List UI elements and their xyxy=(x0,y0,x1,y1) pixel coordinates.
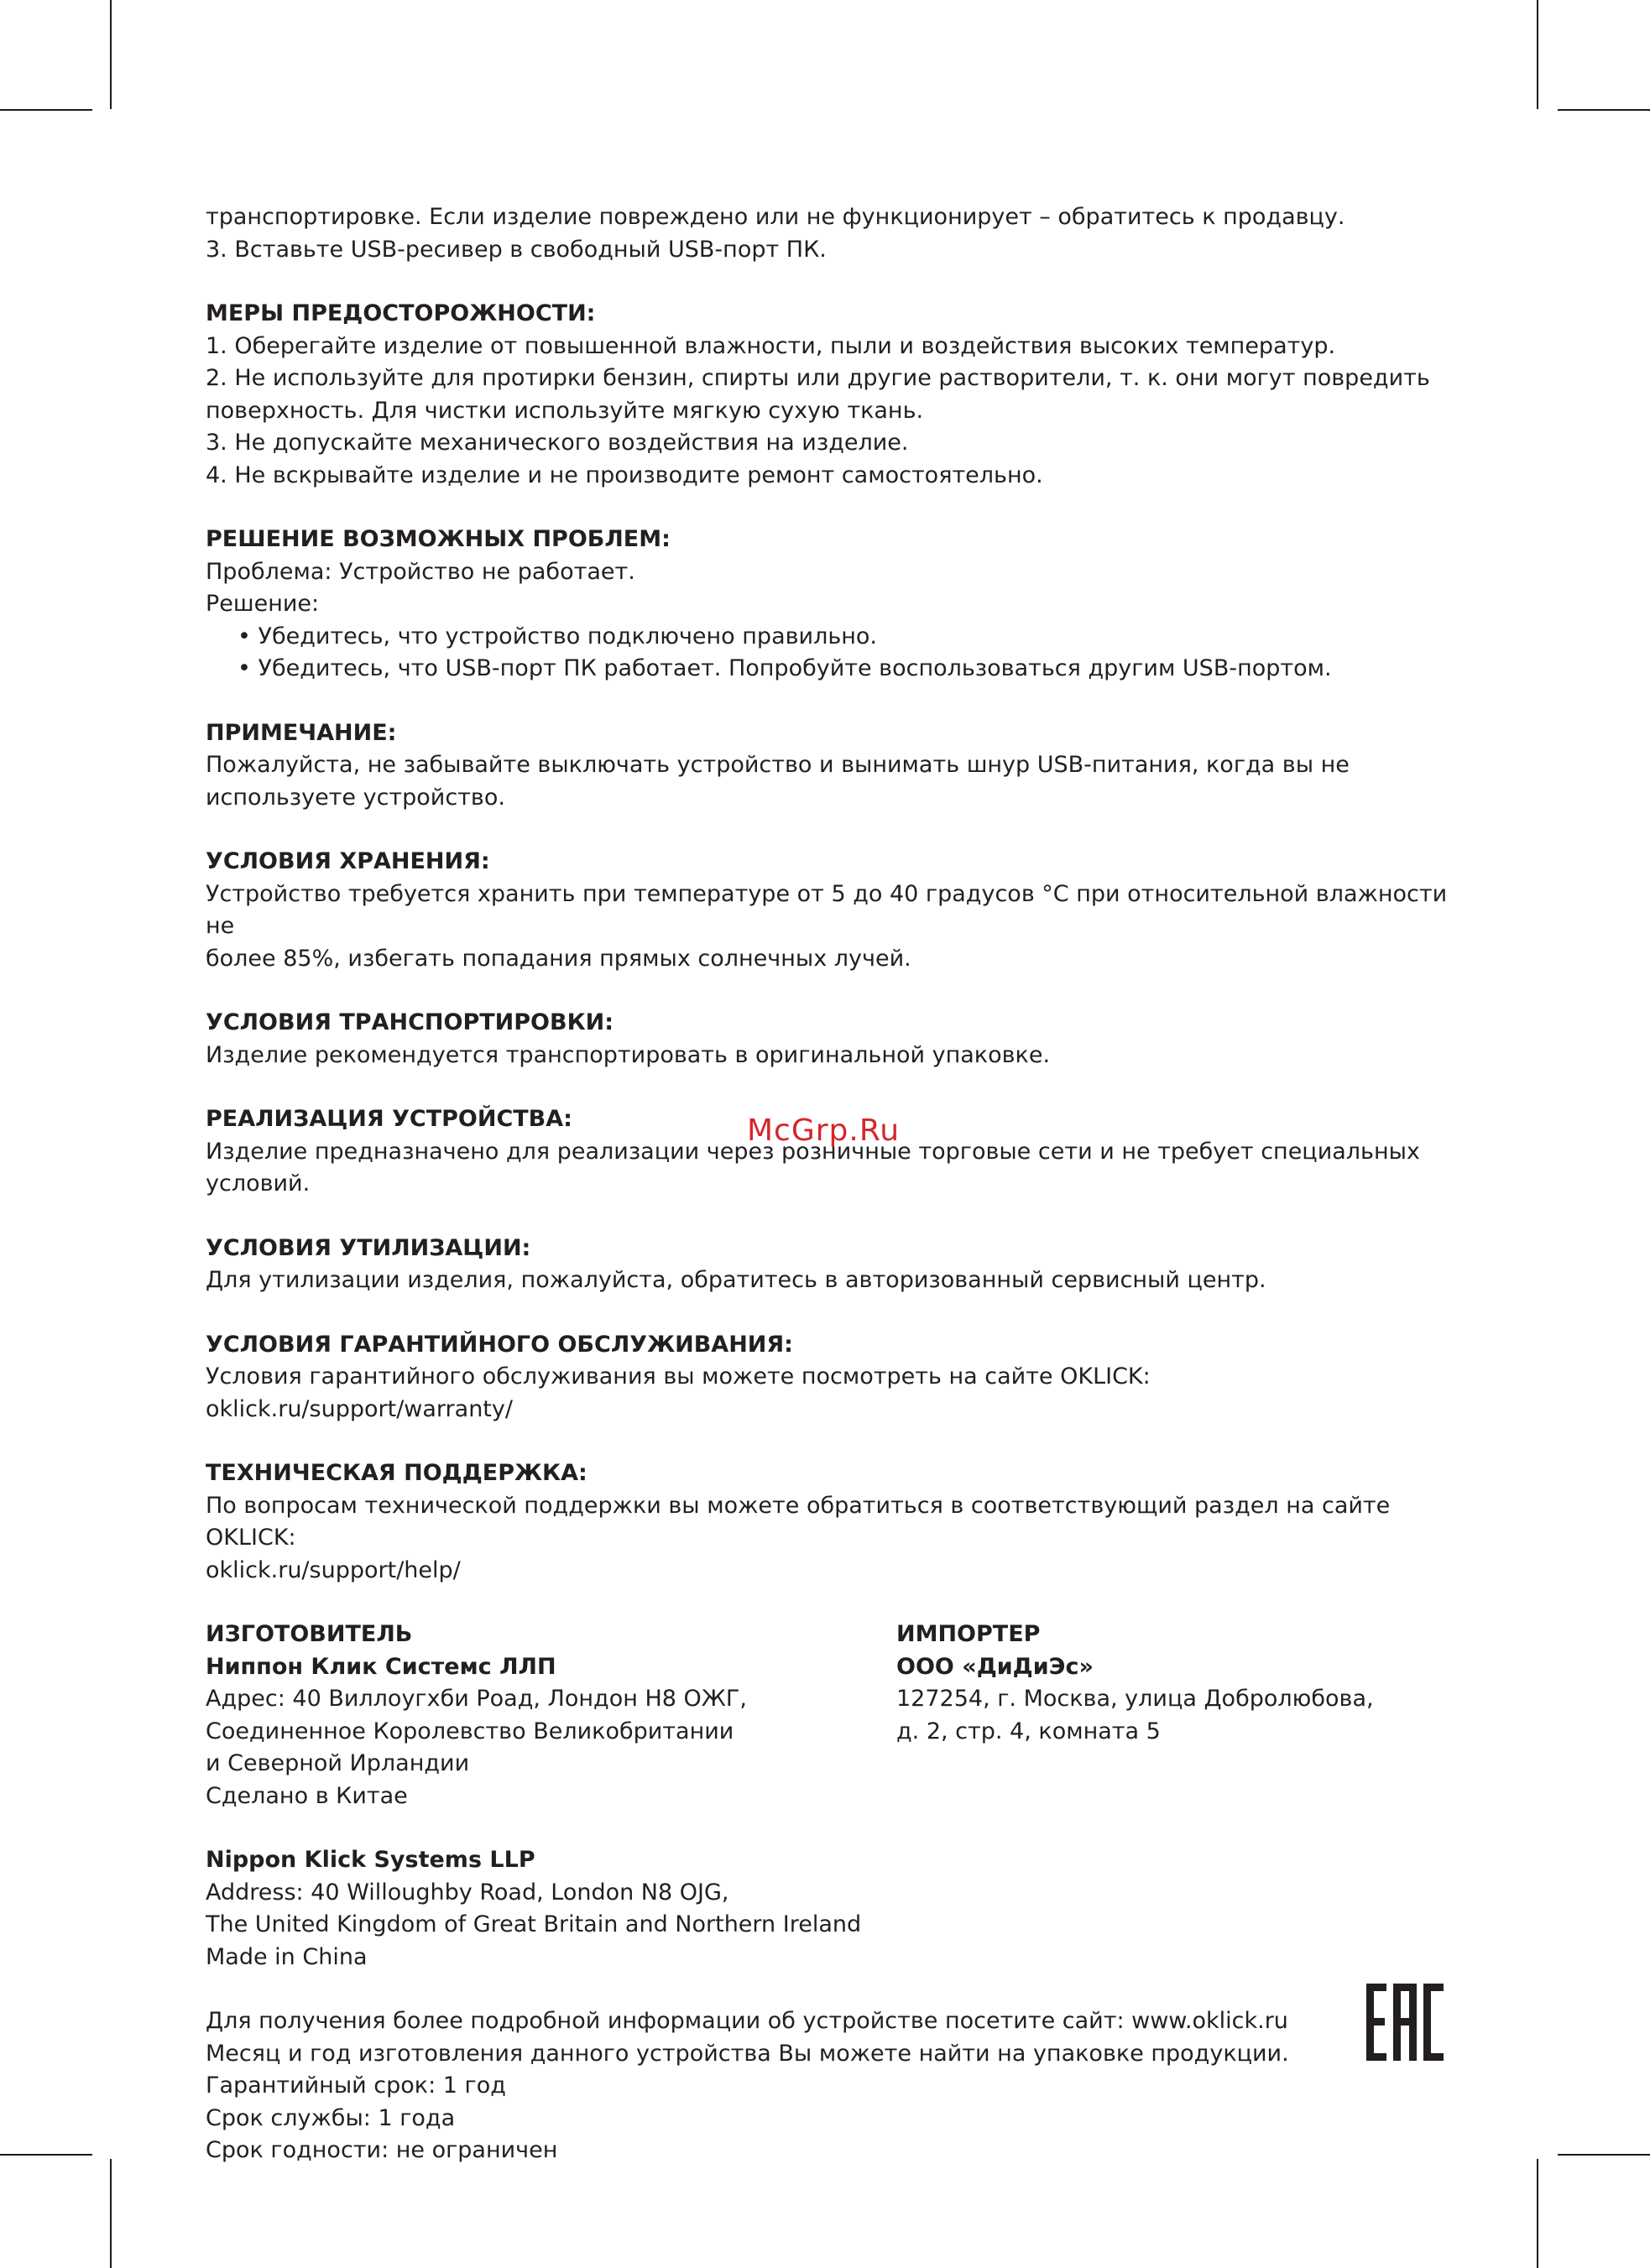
section-heading: УСЛОВИЯ ТРАНСПОРТИРОВКИ: xyxy=(206,1009,614,1035)
watermark: McGrp.Ru xyxy=(747,1113,901,1148)
section-heading: УСЛОВИЯ ХРАНЕНИЯ: xyxy=(206,848,490,874)
section-heading: ИМПОРТЕР xyxy=(896,1621,1041,1647)
transport-section xyxy=(206,1007,1448,1071)
text-line: По вопросам технической поддержки вы можете обратиться в соответствующий раздел на сайте OKLICK: xyxy=(206,1492,1391,1551)
address-line: Address: 40 Willoughby Road, London N8 OJG, xyxy=(206,1879,729,1906)
text-line: Устройство требуется хранить при температуре от 5 до 40 градусов °С при относительной влажности не xyxy=(206,880,1448,939)
crop-mark xyxy=(1558,2154,1650,2156)
section-heading: ПРИМЕЧАНИЕ: xyxy=(206,719,397,746)
text-line: Для утилизации изделия, пожалуйста, обратитесь в авторизованный сервисный центр. xyxy=(206,1267,1266,1293)
address-line: Соединенное Королевство Великобритании xyxy=(206,1718,734,1744)
text-line: 4. Не вскрывайте изделие и не производите ремонт самостоятельно. xyxy=(206,461,1043,488)
disposal-section xyxy=(206,1233,1448,1297)
crop-mark xyxy=(0,2154,92,2156)
note-section xyxy=(206,717,1448,815)
section-heading: РЕАЛИЗАЦИЯ УСТРОЙСТВА: xyxy=(206,1106,572,1132)
text-line: oklick.ru/support/help/ xyxy=(206,1556,461,1583)
document-body xyxy=(206,201,1448,2167)
manufacturer-en-block xyxy=(206,1844,1448,1973)
bullet-item: • Убедитесь, что устройство подключено правильно. xyxy=(238,623,877,649)
troubleshooting-section xyxy=(206,524,1448,686)
text-line: Условия гарантийного обслуживания вы можете посмотреть на сайте OKLICK: oklick.ru/support/warranty/ xyxy=(206,1363,1151,1422)
contacts-columns xyxy=(206,1619,1448,1812)
crop-mark xyxy=(110,2159,112,2268)
section-heading: РЕШЕНИЕ ВОЗМОЖНЫХ ПРОБЛЕМ: xyxy=(206,526,671,552)
intro-section xyxy=(206,201,1448,266)
eac-logo-icon xyxy=(1366,1984,1444,2061)
crop-mark xyxy=(1537,0,1538,109)
crop-mark xyxy=(0,109,92,111)
text-line: Пожалуйста, не забывайте выключать устройство и вынимать шнур USB-питания, когда вы не xyxy=(206,752,1350,778)
support-section xyxy=(206,1457,1448,1587)
address-line: Адрес: 40 Виллоугхби Роад, Лондон Н8 ОЖГ, xyxy=(206,1686,747,1712)
text-line: Изделие рекомендуется транспортировать в оригинальной упаковке. xyxy=(206,1041,1051,1068)
text-line: Срок службы: 1 года xyxy=(206,2104,456,2131)
text-line: 1. Оберегайте изделие от повышенной влажности, пыли и воздействия высоких температур. xyxy=(206,332,1336,359)
text-line: Для получения более подробной информации об устройстве посетите сайт: www.oklick.ru xyxy=(206,2008,1288,2034)
footer-info xyxy=(206,2005,1448,2167)
text-line: поверхность. Для чистки используйте мягкую сухую ткань. xyxy=(206,397,924,424)
text-line: Срок годности: не ограничен xyxy=(206,2137,558,2163)
problem-line: Проблема: Устройство не работает. xyxy=(206,558,635,585)
section-heading: ИЗГОТОВИТЕЛЬ xyxy=(206,1621,413,1647)
address-line: 127254, г. Москва, улица Добролюбова, xyxy=(896,1686,1374,1712)
text-line: Изделие предназначено для реализации через розничные торговые сети и не требует специальных xyxy=(206,1138,1420,1165)
company-name: Ниппон Клик Системс ЛЛП xyxy=(206,1653,556,1680)
text-line: 2. Не используйте для протирки бензин, спирты или другие растворители, т. к. они могут повредить xyxy=(206,365,1430,391)
origin-line: Made in China xyxy=(206,1943,368,1970)
importer-block xyxy=(896,1619,1433,1748)
manufacturer-block xyxy=(206,1619,877,1812)
solution-line: Решение: xyxy=(206,591,320,617)
company-name: ООО «ДиДиЭс» xyxy=(896,1653,1094,1680)
section-heading: УСЛОВИЯ УТИЛИЗАЦИИ: xyxy=(206,1234,531,1261)
section-heading: ТЕХНИЧЕСКАЯ ПОДДЕРЖКА: xyxy=(206,1460,587,1486)
text-line: транспортировке. Если изделие повреждено или не функционирует – обратитесь к продавцу. xyxy=(206,204,1345,230)
text-line: более 85%, избегать попадания прямых солнечных лучей. xyxy=(206,945,911,972)
section-heading: УСЛОВИЯ ГАРАНТИЙНОГО ОБСЛУЖИВАНИЯ: xyxy=(206,1331,793,1358)
text-line: Гарантийный срок: 1 год xyxy=(206,2072,506,2099)
text-line: 3. Не допускайте механического воздействия на изделие. xyxy=(206,430,909,456)
section-heading: МЕРЫ ПРЕДОСТОРОЖНОСТИ: xyxy=(206,300,596,326)
text-line: 3. Вставьте USB-ресивер в свободный USB-порт ПК. xyxy=(206,236,827,263)
warranty-section xyxy=(206,1329,1448,1426)
address-line: The United Kingdom of Great Britain and Northern Ireland xyxy=(206,1911,862,1937)
origin-line: Сделано в Китае xyxy=(206,1782,408,1809)
text-line: условий. xyxy=(206,1170,311,1197)
precautions-section xyxy=(206,298,1448,492)
text-line: используете устройство. xyxy=(206,784,505,811)
crop-mark xyxy=(110,0,112,109)
crop-mark xyxy=(1558,109,1650,111)
bullet-item: • Убедитесь, что USB-порт ПК работает. Попробуйте воспользоваться другим USB-портом. xyxy=(238,655,1332,681)
storage-section xyxy=(206,846,1448,975)
text-line: Месяц и год изготовления данного устройства Вы можете найти на упаковке продукции. xyxy=(206,2040,1289,2067)
company-name: Nippon Klick Systems LLP xyxy=(206,1847,535,1873)
address-line: д. 2, стр. 4, комната 5 xyxy=(896,1718,1161,1744)
address-line: и Северной Ирландии xyxy=(206,1750,470,1776)
crop-mark xyxy=(1537,2159,1538,2268)
